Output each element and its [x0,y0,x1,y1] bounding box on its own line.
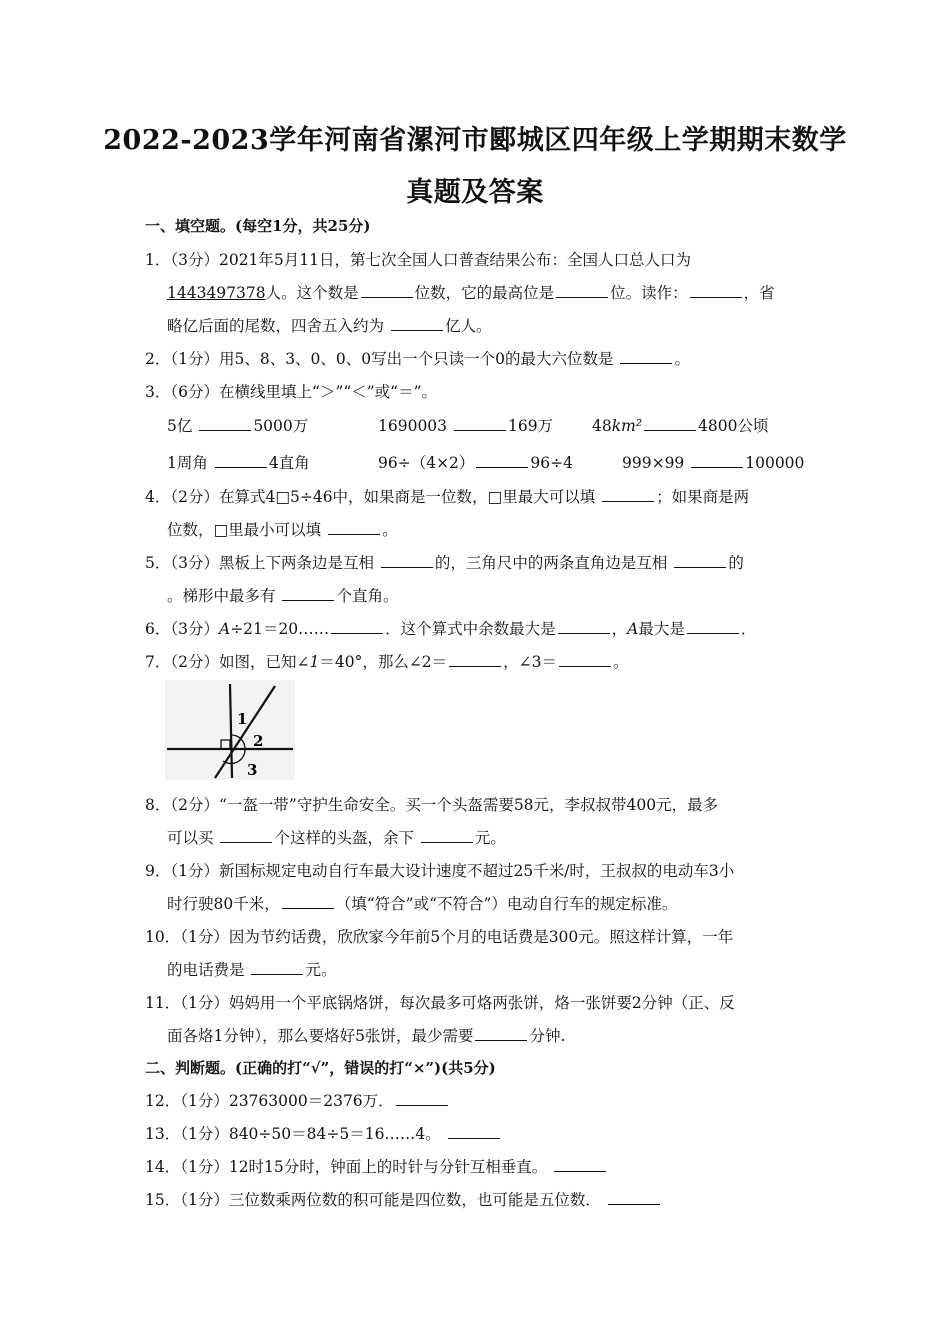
answer-blank[interactable] [687,619,739,634]
question-13 [145,1124,502,1144]
q3-r2c3-left: 999×99 [622,454,685,472]
angle-figure [165,680,295,780]
answer-blank[interactable] [215,453,267,468]
question-6 [145,619,756,639]
question-2 [145,349,690,369]
question-9-line1: 9．（1分）新国标规定电动自行车最大设计速度不超过25千米/时，王叔叔的电动车3小 [145,862,735,880]
q7-text-b: ＝40°，那么∠2＝ [319,653,448,671]
answer-blank[interactable] [620,349,672,364]
answer-blank[interactable] [331,619,383,634]
answer-blank[interactable] [396,1091,448,1106]
q1-text-b4: ，省 [743,284,775,302]
page-title-line1: 2022-2023学年河南省漯河市郾城区四年级上学期期末数学 [103,125,847,156]
answer-blank[interactable] [644,416,696,431]
q1-number: 1443497378 [167,284,266,302]
question-10-line1: 10．（1分）因为节约话费，欣欣家今年前5个月的电话费是300元。照这样计算，一年 [145,928,734,946]
question-3-row1 [167,416,308,436]
q6-var-a2: A [627,620,639,638]
q8-text-c1: 可以买 [167,829,214,847]
q4-text-c1: 位数，□里最小可以填 [167,521,322,539]
question-9-line2 [167,894,677,914]
q3-r1c3-left: 48 [592,417,612,435]
q3-r2c1-right: 4直角 [268,454,310,472]
answer-blank[interactable] [608,1190,660,1205]
question-12 [145,1091,450,1111]
question-3-row1-col2 [378,416,553,436]
q6-text-b: ÷21＝20…… [230,620,330,638]
q2-text-end: 。 [674,350,690,368]
question-1-line2 [167,283,775,303]
answer-blank[interactable] [361,283,413,298]
section-fill-in: 一、填空题。(每空1分，共25分) [145,217,371,235]
answer-blank[interactable] [558,619,610,634]
q3-r1c1-right: 5000万 [253,417,309,435]
page-title-line2: 真题及答案 [406,177,544,208]
question-11-line1: 11．（1分）妈妈用一个平底锅烙饼，每次最多可烙两张饼，烙一张饼要2分钟（正、反 [145,994,735,1012]
q3-r2c2-right: 96÷4 [530,454,573,472]
angle-label-1: 1 [237,710,248,728]
question-10-line2 [167,960,336,980]
answer-blank[interactable] [328,520,380,535]
answer-blank[interactable] [220,828,272,843]
answer-blank[interactable] [381,553,433,568]
q15-text: 15．（1分）三位数乘两位数的积可能是四位数，也可能是五位数． [145,1191,601,1209]
answer-blank[interactable] [602,487,654,502]
q3-r1c1-left: 5亿 [167,417,193,435]
answer-blank[interactable] [282,586,334,601]
q6-text-c: ．这个算式中余数最大是 [385,620,556,638]
answer-blank[interactable] [199,416,251,431]
q10-text-c1: 的电话费是 [167,961,245,979]
answer-blank[interactable] [554,1157,606,1172]
q3-r1c3-unit: km² [611,417,643,435]
angle-label-3: 3 [247,761,258,779]
q3-r2c1-left: 1周角 [167,454,208,472]
q2-text: 2．（1分）用5、8、3、0、0、0写出一个只读一个0的最大六位数是 [145,350,614,368]
q13-text: 13．（1分）840÷50＝84÷5＝16……4。 [145,1125,441,1143]
answer-blank[interactable] [421,828,473,843]
question-15 [145,1190,662,1210]
answer-blank[interactable] [691,453,743,468]
answer-blank[interactable] [448,1124,500,1139]
q5-text-d1: 。梯形中最多有 [167,587,276,605]
q5-text: 5．（3分）黑板上下两条边是互相 [145,554,374,572]
q8-text-c3: 元。 [474,829,506,847]
answer-blank[interactable] [282,894,334,909]
q6-text-d: ， [611,620,628,638]
q8-text-c2: 个这样的头盔，余下 [274,829,414,847]
q6-var-a: A [218,620,231,638]
q1-text-c2: 亿人。 [444,317,492,335]
answer-blank[interactable] [674,553,726,568]
q1-text-b3: 位。读作： [610,284,688,302]
question-3-row2 [167,453,310,473]
q6-text-f: ． [740,620,757,638]
answer-blank[interactable] [556,283,608,298]
q9-text-c1: 时行驶80千米， [167,895,280,913]
question-3-row1-col3 [592,416,769,436]
answer-blank[interactable] [449,652,501,667]
q7-angle-1: 1 [309,653,320,671]
q3-r1c2-right: 169万 [507,417,554,435]
question-3-row2-col3 [622,453,804,473]
q3-r2c3-right: 100000 [745,454,805,472]
answer-blank[interactable] [690,283,742,298]
question-5-line2 [167,586,398,606]
question-4-line1 [145,487,749,507]
answer-blank[interactable] [559,652,611,667]
q6-text: 6．（3分） [145,620,219,638]
q3-r1c2-left: 1690003 [378,417,448,435]
section-true-false: 二、判断题。(正确的打“√”，错误的打“×”)(共5分) [145,1059,496,1077]
question-8-line2 [167,828,506,848]
q4-text-b: ；如果商是两 [656,488,750,506]
answer-blank[interactable] [251,960,303,975]
answer-blank[interactable] [454,416,506,431]
question-4-line2 [167,520,398,540]
question-1-line3 [167,316,491,336]
q5-text-c: 的 [728,554,744,572]
question-7 [145,652,629,672]
q3-r2c2-left: 96÷（4×2） [378,454,475,472]
question-8-line1: 8．（2分）“一盔一带”守护生命安全。买一个头盔需要58元，李叔叔带400元，最多 [145,796,719,814]
q1-text-b1: 人。这个数是 [265,284,359,302]
answer-blank[interactable] [475,1026,527,1041]
q1-text: 1．（3分）2021年5月11日，第七次全国人口普查结果公布：全国人口总人口为 [145,251,692,269]
q1-text-b2: 位数，它的最高位是 [414,284,555,302]
q7-text-d: 。 [613,653,629,671]
question-11-line2 [167,1026,565,1046]
q12-text: 12．（1分）23763000＝2376万． [145,1092,394,1110]
q5-text-d2: 个直角。 [336,587,399,605]
question-3: 3．（6分）在横线里填上“＞”“＜”或“＝”。 [145,383,438,401]
q3-r1c3-right: 4800公顷 [698,417,769,435]
q7-text-c: ，∠3＝ [503,653,558,671]
question-5-line1 [145,553,744,573]
angle-label-2: 2 [253,732,264,750]
q5-text-b: 的，三角尺中的两条直角边是互相 [434,554,668,572]
q9-text-c2: （填“符合”或“不符合”）电动自行车的规定标准。 [335,895,678,913]
answer-blank[interactable] [391,316,443,331]
q10-text-c2: 元。 [305,961,337,979]
q4-text-c2: 。 [382,521,398,539]
q11-text-c2: 分钟. [529,1027,566,1045]
answer-blank[interactable] [476,453,528,468]
question-3-row2-col2 [378,453,573,473]
q4-text: 4．（2分）在算式4□5÷46中，如果商是一位数，□里最大可以填 [145,488,596,506]
q1-text-c1: 略亿后面的尾数，四舍五入约为 [167,317,385,335]
q14-text: 14．（1分）12时15分时，钟面上的时针与分针互相垂直。 [145,1158,548,1176]
question-1-line1 [145,250,691,270]
q6-text-e: 最大是 [638,620,685,638]
q11-text-c1: 面各烙1分钟），那么要烙好5张饼，最少需要 [167,1027,474,1045]
question-14 [145,1157,608,1177]
q7-text: 7．（2分）如图，已知∠ [145,653,310,671]
